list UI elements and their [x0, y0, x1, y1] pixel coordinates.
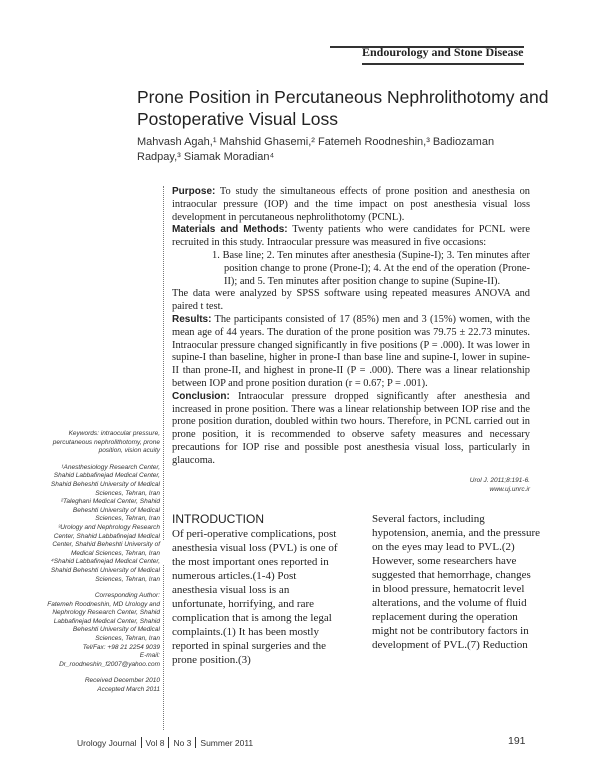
correspondence: [45, 592, 160, 669]
conclusion-text: Intraocular pressure dropped significantly after anesthesia and increased in prone position. There was a linear relationship between IOP rise and the prone position duration, doubled within two hours. Therefore, in PCNL carried out in prone position, it is recommended to observe safety measures and necessary precautions for IOP rise and possible post anesthesia visual loss, particularly in glaucoma.: [172, 390, 530, 466]
intro-column-1-wrap: [172, 512, 340, 667]
keywords: Keywords: intraocular pressure, percutaneous nephrolithotomy, prone position, vision acuity: [52, 430, 160, 455]
intro-heading: INTRODUCTION: [172, 511, 264, 526]
footer-volume: Vol 8: [145, 738, 165, 748]
correspondence-tel: Tel/Fax: +98 21 2254 9039: [82, 643, 160, 651]
results-label: Results:: [172, 313, 212, 325]
main-column: [172, 186, 540, 667]
purpose-text: To study the simultaneous effects of prone position and anesthesia on intraocular pressure (IOP) and the time impact on post anesthesia visual loss development in percutaneous nephrolithotomy (PCNL).: [172, 186, 530, 223]
affiliation: ¹Anesthesiology Research Center, Shahid Labbafinejad Medical Center, Shahid Beheshti University of Medical Sciences, Tehran, Iran: [50, 463, 160, 497]
methods-text: Twenty patients who were candidates for PCNL were recruited in this study. Intraocular pressure was measured in five occasions:: [172, 224, 530, 249]
introduction: [172, 512, 540, 667]
header-rule-bottom: [362, 63, 524, 65]
author-list: Mahvash Agah,¹ Mahshid Ghasemi,² Fatemeh Roodneshin,³ Badiozaman Radpay,³ Siamak Moradian⁴: [137, 136, 495, 163]
purpose-label: Purpose:: [172, 186, 216, 197]
received-date: Received December 2010: [84, 677, 160, 685]
intro-column-1: Of peri-operative complications, post anesthesia visual loss (PVL) is one of the most important ones reported in numerous articles.(1-4) Post anesthesia visual loss is an unfortunate, horrifying, and rare complication that is among the legal complaints.(1) It has been mostly reported in spinal surgeries and the prone position.(3): [172, 527, 338, 666]
divider: [163, 565, 164, 730]
footer-issue: No 3: [173, 738, 192, 748]
article-title: Prone Position in Percutaneous Nephrolithotomy and Postoperative Visual Loss: [137, 87, 549, 129]
affiliation: ⁴Shahid Labbafinejad Medical Center, Shahid Beheshti University of Medical Sciences, Tehran, Iran: [50, 558, 160, 583]
correspondence-label: Corresponding Author:: [94, 592, 160, 600]
accepted-date: Accepted March 2011: [97, 686, 160, 694]
affiliation: ²Taleghani Medical Center, Shahid Beheshti University of Medical Sciences, Tehran, Iran: [60, 498, 160, 523]
journal-url[interactable]: www.uj.unrc.ir: [489, 485, 530, 493]
divider: [163, 186, 164, 540]
footer-journal: Urology Journal: [77, 738, 137, 748]
intro-column-2: Several factors, including hypotension, anemia, and the pressure on the eyes may lead to PVL.(2) However, some researchers have suggested that hemorrhage, changes in blood pressure, hematocrit level alterations, and the volume of fluid replacement during the operation might not be contributory factors in development of PVL.(7) Reduction: [372, 512, 541, 651]
journal-footer: [77, 737, 253, 748]
footer-season: Summer 2011: [200, 738, 254, 748]
affiliation: ³Urology and Nephrology Research Center, Shahid Labbafinejad Medical Center, Shahid Beheshti University of Medical Sciences, Tehran, Iran: [52, 523, 160, 557]
abstract: [172, 186, 530, 468]
dates: [45, 677, 160, 694]
section-heading: Endourology and Stone Disease: [362, 45, 524, 59]
methods-tail: The data were analyzed by SPSS software using repeated measures ANOVA and paired t test.: [172, 288, 530, 313]
citation-ref: Urol J. 2011;8:191-6.: [469, 476, 530, 484]
correspondence-address: Fatemeh Roodneshin, MD Urology and Nephrology Research Center, Shahid Labbafinejad Medical Center, Shahid Beheshti University of Medical Sciences, Tehran, Iran: [47, 600, 160, 643]
affiliations: [45, 464, 160, 584]
correspondence-email[interactable]: E-mail: Dr_roodneshin_f2007@yahoo.com: [59, 652, 160, 668]
methods-label: Materials and Methods:: [172, 224, 288, 236]
methods-list: 1. Base line; 2. Ten minutes after anesthesia (Supine-I); 3. Ten minutes after position change to prone (Prone-I); 4. At the end of the operation (Prone-II); and 5. Ten minutes after position change to supine (Supine-II).: [212, 249, 530, 287]
sidebar: [45, 430, 160, 703]
results-text: The participants consisted of 17 (85%) men and 3 (15%) women, with the mean age of 44 years. The duration of the prone position was 79.75 ± 22.73 minutes. Intraocular pressure changed significantly in five positions (P = .000). It was lower in supine-I than baseline, higher in prone-I than base line and supine-I, lower in supine-II than prone-II, and highest in prone-II (P = .000). There was a linear relationship between IOP and prone position duration (r = 0.67; P = .001).: [172, 313, 530, 389]
page-number: 191: [508, 735, 526, 747]
citation: [172, 476, 530, 494]
conclusion-label: Conclusion:: [172, 390, 230, 402]
